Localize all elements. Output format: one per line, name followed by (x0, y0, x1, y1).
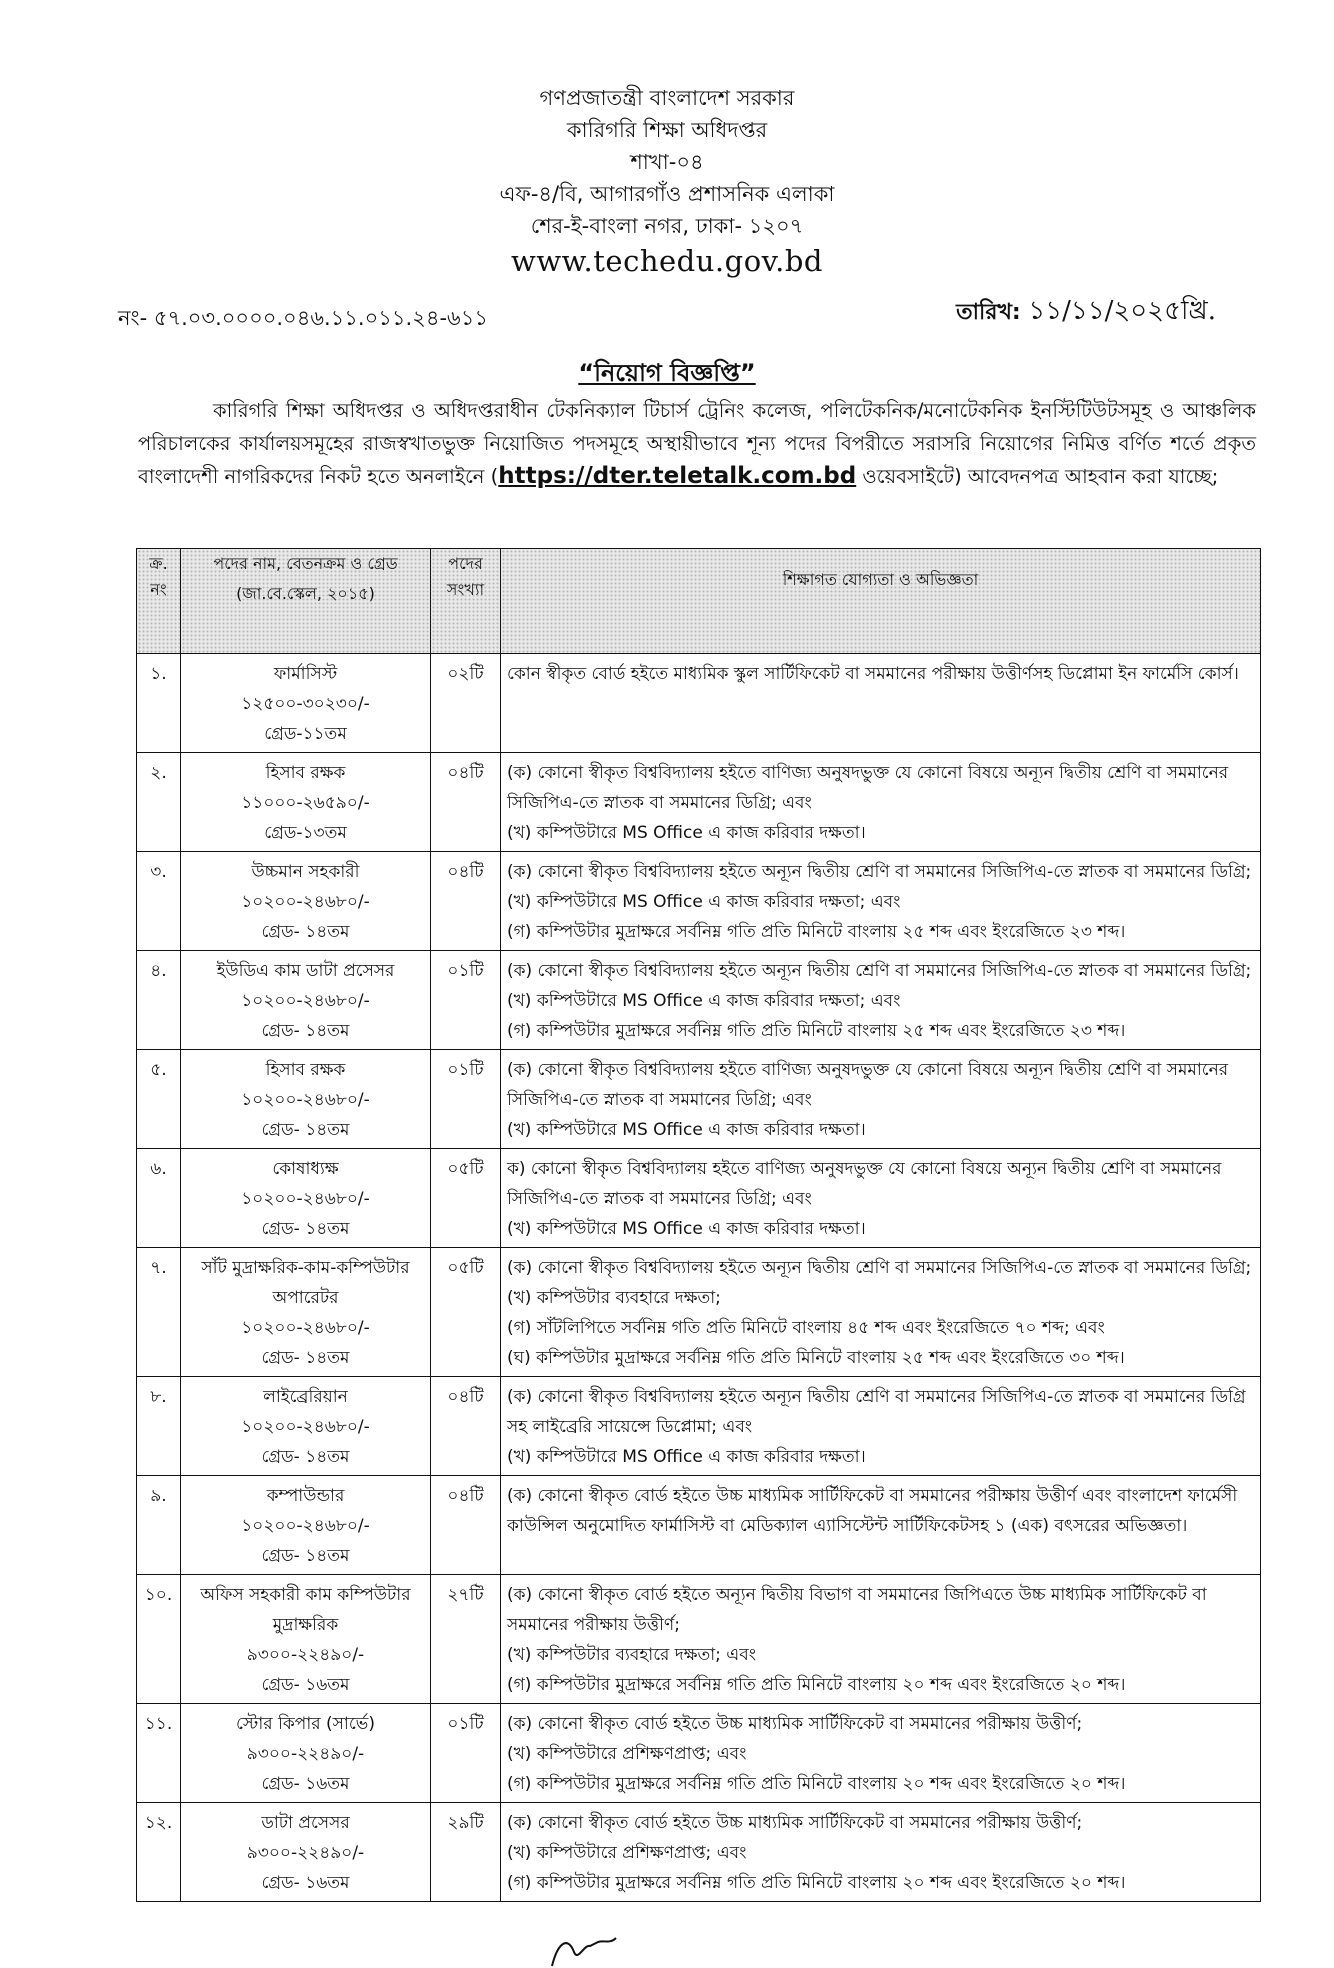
row-serial: ১০. (137, 1575, 181, 1704)
qualification-item: ক) কোনো স্বীকৃত বিশ্ববিদ্যালয় হইতে বাণিজ্য অনুষদভুক্ত যে কোনো বিষয়ে অন্যূন দ্বিতীয় শ্রেণি বা সমমানের সিজিপিএ-তে স্নাতক বা সমমানের ডিগ্রি; এবং (507, 1159, 1222, 1209)
qualification-item: (গ) কম্পিউটার মুদ্রাক্ষরে সর্বনিম্ন গতি প্রতি মিনিটে বাংলায় ২৫ শব্দ এবং ইংরেজিতে ২৩ শব্দ। (507, 1021, 1126, 1041)
department-name: কারিগরি শিক্ষা অধিদপ্তর (566, 118, 768, 142)
row-post-cell (181, 1050, 431, 1149)
header-post-line2: (জা.বে.স্কেল, ২০১৫) (236, 584, 375, 603)
pay-scale: ১০২০০-২৪৬৮০/- (241, 1189, 370, 1209)
qualification-item: কোন স্বীকৃত বোর্ড হইতে মাধ্যমিক স্কুল সার্টিফিকেট বা সমমানের পরীক্ষায় উত্তীর্ণসহ ডিপ্লোমা ইন ফার্মেসি কোর্স। (507, 664, 1239, 684)
qualification-item: (ঘ) কম্পিউটার মুদ্রাক্ষরে সর্বনিম্ন গতি প্রতি মিনিটে বাংলায় ২৫ শব্দ এবং ইংরেজিতে ৩০ শব্দ। (507, 1348, 1125, 1368)
qualification-item: (ক) কোনো স্বীকৃত বিশ্ববিদ্যালয় হইতে অন্যূন দ্বিতীয় শ্রেণি বা সমমানের সিজিপিএ-তে স্নাতক বা সমমানের ডিগ্রি; (507, 1258, 1252, 1278)
address-line-2: শের-ই-বাংলা নগর, ঢাকা- ১২০৭ (530, 214, 804, 238)
date-label: তারিখ: (956, 300, 1021, 325)
qualification-item: (ক) কোনো স্বীকৃত বোর্ড হইতে উচ্চ মাধ্যমিক সার্টিফিকেট বা সমমানের পরীক্ষায় উত্তীর্ণ; (507, 1813, 1083, 1833)
date-value: ১১/১১/২০২৫খ্রি. (1028, 296, 1216, 326)
grade: গ্রেড- ১৪তম (261, 922, 350, 942)
notice-title (0, 355, 1334, 395)
row-serial: ৭. (137, 1248, 181, 1377)
pay-scale: ৯৩০০-২২৪৯০/- (246, 1843, 365, 1863)
letterhead (0, 82, 1334, 278)
post-name: অফিস সহকারী কাম কম্পিউটার মুদ্রাক্ষরিক (200, 1585, 411, 1635)
post-count: ০১টি (431, 1050, 501, 1149)
post-name: সাঁট মুদ্রাক্ষরিক-কাম-কম্পিউটার অপারেটর (201, 1258, 410, 1308)
vacancy-table (136, 548, 1261, 1902)
post-count: ০৪টি (431, 852, 501, 951)
grade: গ্রেড- ১৪তম (261, 1546, 350, 1566)
post-name: স্টোর কিপার (সার্ভে) (236, 1714, 375, 1734)
post-count: ০১টি (431, 1704, 501, 1803)
post-count: ০২টি (431, 654, 501, 753)
pay-scale: ১০২০০-২৪৬৮০/- (241, 1318, 370, 1338)
post-name: কম্পাউন্ডার (266, 1486, 345, 1506)
grade: গ্রেড- ১৪তম (261, 1120, 350, 1140)
grade: গ্রেড- ১৪তম (261, 1348, 350, 1368)
header-serial: ক্র. নং (137, 549, 181, 654)
qualification-item: (খ) কম্পিউটার ব্যবহারে দক্ষতা; (507, 1288, 721, 1308)
row-post-cell (181, 1149, 431, 1248)
pay-scale: ১১০০০-২৬৫৯০/- (241, 793, 370, 813)
post-name: ইউডিএ কাম ডাটা প্রসেসর (216, 961, 395, 981)
qualification-item: (গ) সাঁটলিপিতে সর্বনিম্ন গতি প্রতি মিনিটে বাংলায় ৪৫ শব্দ এবং ইংরেজিতে ৭০ শব্দ; এবং (507, 1318, 1105, 1338)
row-serial: ৯. (137, 1476, 181, 1575)
row-serial: ৩. (137, 852, 181, 951)
post-count: ০৫টি (431, 1248, 501, 1377)
qualification-item: (খ) কম্পিউটারে প্রশিক্ষণপ্রাপ্ত; এবং (507, 1843, 747, 1863)
row-post-cell (181, 1248, 431, 1377)
qualification-cell (501, 852, 1261, 951)
application-url-link[interactable]: https://dter.teletalk.com.bd (498, 463, 857, 489)
qualification-item: (ক) কোনো স্বীকৃত বিশ্ববিদ্যালয় হইতে বাণিজ্য অনুষদভুক্ত যে কোনো বিষয়ে অন্যূন দ্বিতীয় শ্রেণি বা সমমানের সিজিপিএ-তে স্নাতক বা সমমানের ডিগ্রি; এবং (507, 1060, 1229, 1110)
row-post-cell (181, 1377, 431, 1476)
table-row (137, 1050, 1261, 1149)
pay-scale: ১০২০০-২৪৬৮০/- (241, 892, 370, 912)
qualification-item: (খ) কম্পিউটারে MS Office এ কাজ করিবার দক্ষতা। (507, 823, 866, 843)
pay-scale: ৯৩০০-২২৪৯০/- (246, 1744, 365, 1764)
qualification-item: (খ) কম্পিউটারে প্রশিক্ষণপ্রাপ্ত; এবং (507, 1744, 747, 1764)
pay-scale: ১০২০০-২৪৬৮০/- (241, 1417, 370, 1437)
date-block (956, 290, 1216, 334)
notice-title-text: “নিয়োগ বিজ্ঞপ্তি” (578, 359, 756, 387)
post-name: হিসাব রক্ষক (265, 763, 346, 783)
qualification-cell (501, 1149, 1261, 1248)
post-count: ২৯টি (431, 1803, 501, 1902)
qualification-item: (গ) কম্পিউটার মুদ্রাক্ষরে সর্বনিম্ন গতি প্রতি মিনিটে বাংলায় ২০ শব্দ এবং ইংরেজিতে ২০ শব্দ। (507, 1774, 1126, 1794)
post-count: ০৪টি (431, 1476, 501, 1575)
qualification-item: (খ) কম্পিউটারে MS Office এ কাজ করিবার দক্ষতা; এবং (507, 892, 901, 912)
qualification-item: (ক) কোনো স্বীকৃত বিশ্ববিদ্যালয় হইতে অন্যূন দ্বিতীয় শ্রেণি বা সমমানের সিজিপিএ-তে স্নাতক বা সমমানের ডিগ্রি সহ লাইব্রেরি সায়েন্সে ডিপ্লোমা; এবং (507, 1387, 1246, 1437)
grade: গ্রেড- ১৬তম (261, 1675, 350, 1695)
qualification-cell (501, 1050, 1261, 1149)
post-count: ০৪টি (431, 753, 501, 852)
post-name: হিসাব রক্ষক (265, 1060, 346, 1080)
row-post-cell (181, 753, 431, 852)
header-count: পদের সংখ্যা (431, 549, 501, 654)
qualification-item: (খ) কম্পিউটার ব্যবহারে দক্ষতা; এবং (507, 1645, 757, 1665)
table-row (137, 1476, 1261, 1575)
qualification-cell (501, 1575, 1261, 1704)
intro-text-before: কারিগরি শিক্ষা অধিদপ্তর ও অধিদপ্তরাধীন টেকনিক্যাল টিচার্স ট্রেনিং কলেজ, পলিটেকনিক/মনোটেকনিক ইনস্টিটিউটসমূহ ও আঞ্চলিক পরিচালকের কার্যালয়সমূহের রাজস্বখাতভুক্ত নিয়োজিত পদসমূহে অস্থায়ীভাবে শূন্য পদের বিপরীতে সরাসরি নিয়োগের নিমিত্ত বর্ণিত শর্তে প্রকৃত বাংলাদেশী নাগরিকদের নিকট হতে অনলাইনে ( (138, 399, 1256, 488)
row-serial: ১১. (137, 1704, 181, 1803)
website-link[interactable]: www.techedu.gov.bd (511, 244, 823, 278)
memo-number: নং- ৫৭.০৩.০০০০.০৪৬.১১.০১১.২৪-৬১১ (118, 306, 488, 330)
table-row (137, 654, 1261, 753)
grade: গ্রেড- ১৪তম (261, 1219, 350, 1239)
post-count: ০১টি (431, 951, 501, 1050)
table-row (137, 753, 1261, 852)
row-serial: ১২. (137, 1803, 181, 1902)
row-post-cell (181, 654, 431, 753)
qualification-cell (501, 1377, 1261, 1476)
grade: গ্রেড- ১৬তম (261, 1774, 350, 1794)
post-count: ২৭টি (431, 1575, 501, 1704)
table-row (137, 852, 1261, 951)
qualification-item: (খ) কম্পিউটারে MS Office এ কাজ করিবার দক্ষতা। (507, 1219, 866, 1239)
row-serial: ১. (137, 654, 181, 753)
qualification-item: (খ) কম্পিউটারে MS Office এ কাজ করিবার দক্ষতা; এবং (507, 991, 901, 1011)
qualification-item: (ক) কোনো স্বীকৃত বিশ্ববিদ্যালয় হইতে অন্যূন দ্বিতীয় শ্রেণি বা সমমানের সিজিপিএ-তে স্নাতক বা সমমানের ডিগ্রি; (507, 862, 1252, 882)
signature-mark (550, 1932, 670, 1968)
table-row (137, 1803, 1261, 1902)
qualification-item: (ক) কোনো স্বীকৃত বিশ্ববিদ্যালয় হইতে অন্যূন দ্বিতীয় শ্রেণি বা সমমানের সিজিপিএ-তে স্নাতক বা সমমানের ডিগ্রি; (507, 961, 1252, 981)
row-serial: ৬. (137, 1149, 181, 1248)
grade: গ্রেড-১১তম (264, 724, 347, 744)
grade: গ্রেড- ১৬তম (261, 1873, 350, 1893)
qualification-item: (গ) কম্পিউটার মুদ্রাক্ষরে সর্বনিম্ন গতি প্রতি মিনিটে বাংলায় ২৫ শব্দ এবং ইংরেজিতে ২৩ শব্দ। (507, 922, 1126, 942)
pay-scale: ১০২০০-২৪৬৮০/- (241, 1516, 370, 1536)
table-row (137, 1248, 1261, 1377)
header-post-line1: পদের নাম, বেতনক্রম ও গ্রেড (213, 554, 398, 573)
table-header-row (137, 549, 1261, 654)
header-qualification: শিক্ষাগত যোগ্যতা ও অভিজ্ঞতা (501, 549, 1261, 654)
address-line-1: এফ-৪/বি, আগারগাঁও প্রশাসনিক এলাকা (499, 182, 835, 206)
table-row (137, 1575, 1261, 1704)
qualification-cell (501, 1476, 1261, 1575)
pay-scale: ১০২০০-২৪৬৮০/- (241, 991, 370, 1011)
qualification-cell (501, 753, 1261, 852)
qualification-cell (501, 1248, 1261, 1377)
row-post-cell (181, 1704, 431, 1803)
qualification-item: (গ) কম্পিউটার মুদ্রাক্ষরে সর্বনিম্ন গতি প্রতি মিনিটে বাংলায় ২০ শব্দ এবং ইংরেজিতে ২০ শব্দ। (507, 1873, 1126, 1893)
grade: গ্রেড- ১৪তম (261, 1447, 350, 1467)
qualification-item: (ক) কোনো স্বীকৃত বোর্ড হইতে উচ্চ মাধ্যমিক সার্টিফিকেট বা সমমানের পরীক্ষায় উত্তীর্ণ এবং বাংলাদেশ ফার্মেসী কাউন্সিল অনুমোদিত ফার্মাসিস্ট বা মেডিক্যাল এ্যাসিস্টেন্ট সার্টিফিকেটসহ ১ (এক) বৎসরের অভিজ্ঞতা। (507, 1486, 1238, 1536)
row-post-cell (181, 1476, 431, 1575)
qualification-item: (গ) কম্পিউটার মুদ্রাক্ষরে সর্বনিম্ন গতি প্রতি মিনিটে বাংলায় ২০ শব্দ এবং ইংরেজিতে ২০ শব্দ। (507, 1675, 1126, 1695)
intro-paragraph (138, 394, 1256, 493)
post-count: ০৫টি (431, 1149, 501, 1248)
post-name: উচ্চমান সহকারী (251, 862, 360, 882)
row-post-cell (181, 1575, 431, 1704)
table-row (137, 1377, 1261, 1476)
row-serial: ৫. (137, 1050, 181, 1149)
table-row (137, 1704, 1261, 1803)
row-post-cell (181, 1803, 431, 1902)
qualification-cell (501, 1803, 1261, 1902)
pay-scale: ১০২০০-২৪৬৮০/- (241, 1090, 370, 1110)
post-count: ০৪টি (431, 1377, 501, 1476)
qualification-cell (501, 1704, 1261, 1803)
table-row (137, 1149, 1261, 1248)
qualification-item: (খ) কম্পিউটারে MS Office এ কাজ করিবার দক্ষতা। (507, 1447, 866, 1467)
post-name: কোষাধ্যক্ষ (272, 1159, 339, 1179)
intro-text-after: ওয়েবসাইটে) আবেদনপত্র আহবান করা যাচ্ছে; (856, 465, 1219, 488)
qualification-cell (501, 951, 1261, 1050)
post-name: ফার্মাসিস্ট (273, 664, 338, 684)
table-row (137, 951, 1261, 1050)
qualification-item: (খ) কম্পিউটারে MS Office এ কাজ করিবার দক্ষতা। (507, 1120, 866, 1140)
row-serial: ২. (137, 753, 181, 852)
post-name: ডাটা প্রসেসর (261, 1813, 350, 1833)
grade: গ্রেড-১৩তম (264, 823, 347, 843)
post-name: লাইব্রেরিয়ান (263, 1387, 348, 1407)
grade: গ্রেড- ১৪তম (261, 1021, 350, 1041)
qualification-item: (ক) কোনো স্বীকৃত বোর্ড হইতে উচ্চ মাধ্যমিক সার্টিফিকেট বা সমমানের পরীক্ষায় উত্তীর্ণ; (507, 1714, 1083, 1734)
header-post (181, 549, 431, 654)
row-post-cell (181, 951, 431, 1050)
row-serial: ৪. (137, 951, 181, 1050)
row-post-cell (181, 852, 431, 951)
qualification-cell (501, 654, 1261, 753)
qualification-item: (ক) কোনো স্বীকৃত বিশ্ববিদ্যালয় হইতে বাণিজ্য অনুষদভুক্ত যে কোনো বিষয়ে অন্যূন দ্বিতীয় শ্রেণি বা সমমানের সিজিপিএ-তে স্নাতক বা সমমানের ডিগ্রি; এবং (507, 763, 1229, 813)
pay-scale: ৯৩০০-২২৪৯০/- (246, 1645, 365, 1665)
government-name: গণপ্রজাতন্ত্রী বাংলাদেশ সরকার (539, 86, 795, 110)
qualification-item: (ক) কোনো স্বীকৃত বোর্ড হইতে অন্যূন দ্বিতীয় বিভাগ বা সমমানের জিপিএতে উচ্চ মাধ্যমিক সার্টিফিকেট বা সমমানের পরীক্ষায় উত্তীর্ণ; (507, 1585, 1207, 1635)
branch-name: শাখা-০৪ (630, 150, 704, 174)
row-serial: ৮. (137, 1377, 181, 1476)
pay-scale: ১২৫০০-৩০২৩০/- (241, 694, 370, 714)
